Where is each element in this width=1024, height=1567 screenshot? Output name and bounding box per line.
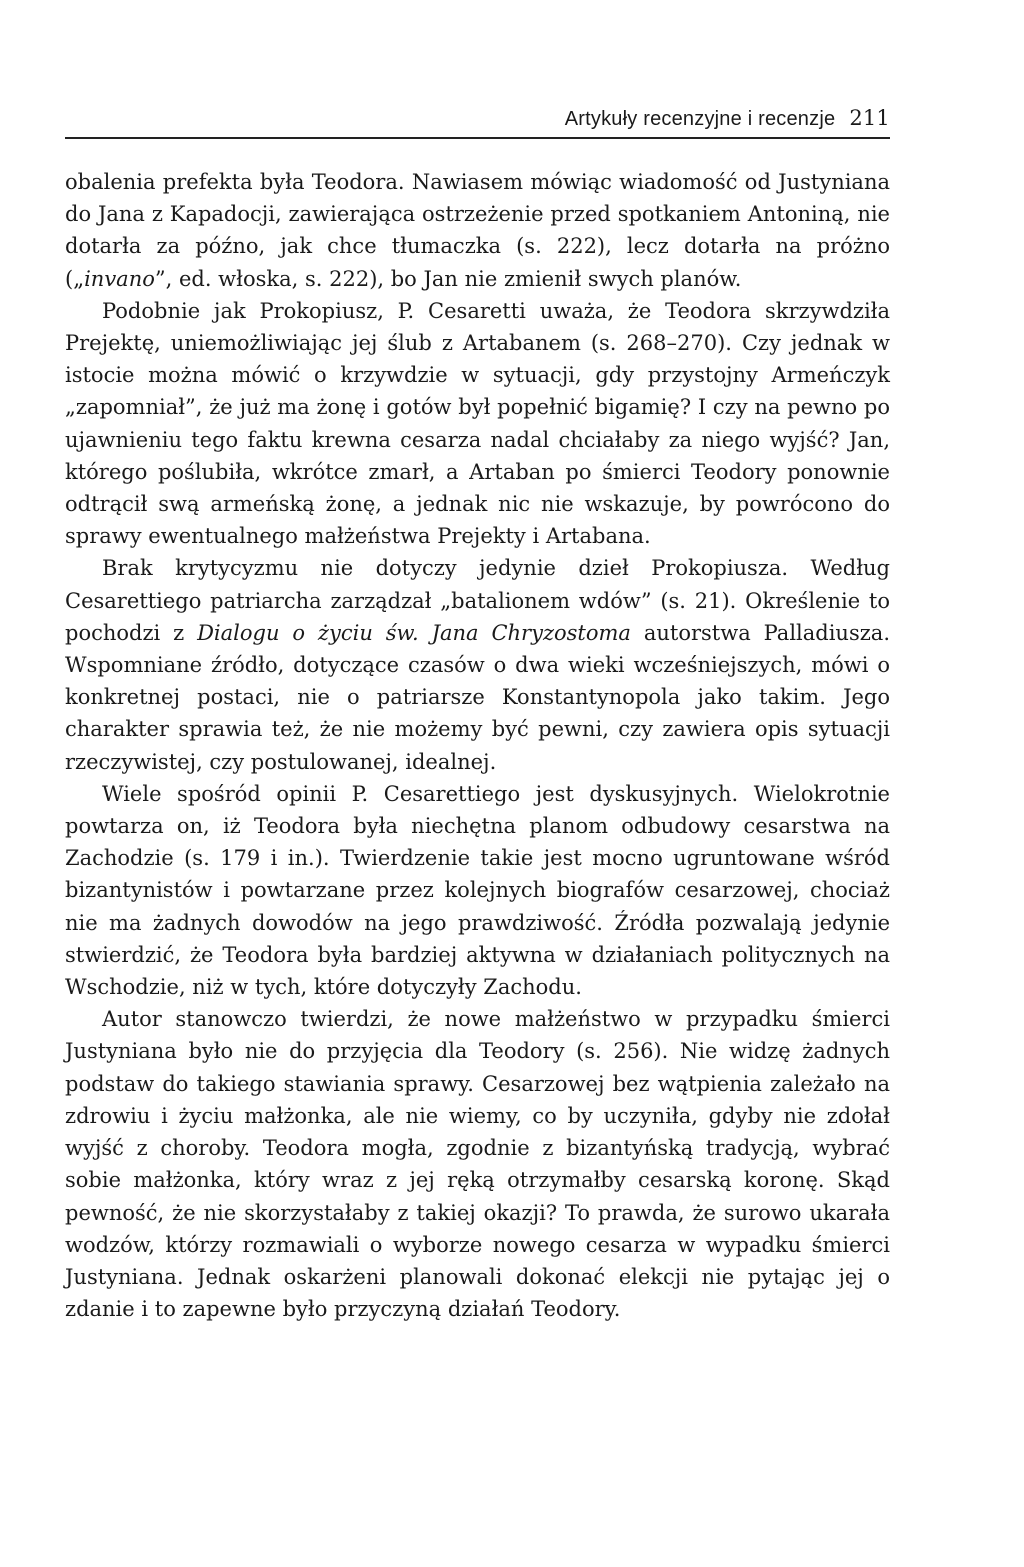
paragraph-3 xyxy=(65,552,890,777)
document-page xyxy=(65,0,890,1567)
paragraph-3-text-b: autorstwa Palladiusza. Wspomniane źródło, dotyczące czasów o dwa wieki wcześniejszych, mówi o konkretnej postaci, nie o patriarsze Konstantynopola jako takim. Jego charakter sprawia też, że nie możemy być pewni, czy zawiera opis sytuacji rzeczywistej, czy postulowanej, idealnej. xyxy=(65,620,890,774)
running-head xyxy=(65,101,890,135)
paragraph-5: Autor stanowczo twierdzi, że nowe małżeństwo w przypadku śmierci Justyniana było nie do przyjęcia dla Teodory (s. 256). Nie widzę żadnych podstaw do takiego stawiania sprawy. Cesarzowej bez wątpienia zależało na zdrowiu i życiu małżonka, ale nie wiemy, co by uczyniła, gdyby nie zdołał wyjść z choroby. Teodora mogła, zgodnie z bizantyńską tradycją, wybrać sobie małżonka, który wraz z jej ręką otrzymałby cesarską koronę. Skąd pewność, że nie skorzystałaby z takiej okazji? To prawda, że surowo ukarała wodzów, którzy rozmawiali o wyborze nowego cesarza w wypadku śmierci Justyniana. Jednak oskarżeni planowali dokonać elekcji nie pytając jej o zdanie i to zapewne było przyczyną działań Teodory. xyxy=(65,1007,890,1322)
paragraph-1-text-a: obalenia prefekta była Teodora. Nawiasem mówiąc wiadomość od Justyniana do Jana z Kapadocji, zawierająca ostrzeżenie przed spotkaniem Antoniną, nie dotarła za późno, jak chce tłumaczka (s. 222), lecz dotarła na próżno („ xyxy=(65,170,890,291)
italic-work-title: Dialogu o życiu św. Jana Chryzostoma xyxy=(197,620,631,645)
italic-term-invano: invano xyxy=(84,266,155,291)
paragraph-1-text-b: ”, ed. włoska, s. 222), bo Jan nie zmienił swych planów. xyxy=(154,266,742,291)
page-number: 211 xyxy=(849,106,890,130)
header-rule xyxy=(65,137,890,139)
body-text xyxy=(65,166,890,1325)
paragraph-3-text-a: Brak krytycyzmu nie dotyczy jedynie dzieł Prokopiusza. Według Cesarettiego patriarcha zarządzał „batalionem wdów” (s. 21). Określenie to pochodzi z xyxy=(65,556,890,645)
paragraph-4: Wiele spośród opinii P. Cesarettiego jest dyskusyjnych. Wielokrotnie powtarza on, iż Teodora była niechętna planom odbudowy cesarstwa na Zachodzie (s. 179 i in.). Twierdzenie takie jest mocno ugruntowane wśród bizantynistów i powtarzane przez kolejnych biografów cesarzowej, chociaż nie ma żadnych dowodów na jego prawdziwość. Źródła pozwalają jedynie stwierdzić, że Teodora była bardziej aktywna w działaniach politycznych na Wschodzie, niż w tych, które dotyczyły Zachodu. xyxy=(65,781,890,1000)
paragraph-1 xyxy=(65,166,890,295)
paragraph-2: Podobnie jak Prokopiusz, P. Cesaretti uważa, że Teodora skrzywdziła Prejektę, uniemożliwiając jej ślub z Artabanem (s. 268–270). Czy jednak w istocie można mówić o krzywdzie w sytuacji, gdy przystojny Armeńczyk „zapomniał”, że już ma żonę i gotów był popełnić bigamię? I czy na pewno po ujawnieniu tego faktu krewna cesarza nadal chciałaby za niego wyjść? Jan, którego poślubiła, wkrótce zmarł, a Artaban po śmierci Teodory ponownie odtrącił swą armeńską żonę, a jednak nic nie wskazuje, by powrócono do sprawy ewentualnego małżeństwa Prejekty i Artabana. xyxy=(65,298,890,549)
running-title: Artykuły recenzyjne i recenzje xyxy=(564,108,836,130)
